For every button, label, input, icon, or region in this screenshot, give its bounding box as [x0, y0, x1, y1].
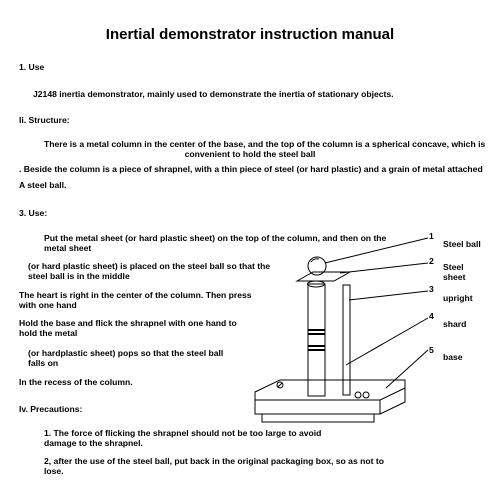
section3-para4-line1: Hold the base and flick the shrapnel with one hand to [19, 318, 237, 328]
section3-para3-line1: The heart is right in the center of the column. Then press [19, 290, 252, 300]
section3-heading: 3. Use: [19, 208, 48, 218]
page-title: Inertial demonstrator instruction manual [105, 26, 395, 43]
base-foot [262, 414, 374, 422]
diagram-label-5-text: base [443, 352, 463, 362]
diagram-label-5-num: 5 [429, 345, 434, 355]
column [308, 284, 325, 396]
diagram-label-3-text: upright [443, 293, 473, 303]
diagram-label-4-text: shard [443, 319, 467, 329]
section4-item1-line1: 1. The force of flicking the shrapnel should not be too large to avoid [44, 428, 322, 438]
section4-item1-line2: damage to the shrapnel. [44, 438, 143, 448]
base-front [255, 400, 380, 414]
base-side [380, 388, 405, 414]
diagram-label-3-num: 3 [429, 284, 434, 294]
section4-item2-line2: lose. [44, 466, 64, 476]
diagram-label-2-text: Steel sheet [443, 262, 466, 282]
section2-line2: convenient to hold the steel ball [184, 149, 316, 159]
section1-heading: 1. Use [19, 62, 45, 72]
section3-para2-line1: (or hard plastic sheet) is placed on the steel ball so that the [28, 261, 271, 271]
section2-heading: Ii. Structure: [19, 115, 70, 125]
section3-para2-line2: steel ball is in the middle [28, 271, 130, 281]
upright [343, 285, 350, 395]
section2-line1: There is a metal column in the center of the base, and the top of the column is a spherical concave, which is [44, 139, 486, 149]
section3-para1-line2: metal sheet [44, 243, 92, 253]
section4-item2-line1: 2, after the use of the steel ball, put back in the original packaging box, so as not to [44, 456, 384, 466]
section1-text: J2148 inertia demonstrator, mainly used to demonstrate the inertia of stationary objects. [33, 89, 394, 99]
diagram-label-1-num: 1 [429, 231, 434, 241]
diagram-label-4-num: 4 [429, 311, 434, 321]
steel-sheet [297, 272, 350, 281]
section3-para3-line2: with one hand [19, 300, 77, 310]
section2-line3: . Beside the column is a piece of shrapnel, with a thin piece of steel (or hard plastic) and a grain of metal attached [19, 164, 483, 174]
section3-para6: In the recess of the column. [19, 377, 133, 387]
section3-para1-line1: Put the metal sheet (or hard plastic sheet) on the top of the column, and then on the [44, 233, 387, 243]
section3-para5-line1: (or hardplastic sheet) pops so that the steel ball [28, 348, 224, 358]
diagram-label-1-text: Steel ball [443, 239, 481, 249]
section3-para4-line2: hold the metal [19, 328, 78, 338]
section2-line4: A steel ball. [19, 180, 67, 190]
section3-para5-line2: falls on [28, 358, 59, 368]
section4-heading: Iv. Precautions: [19, 404, 83, 414]
diagram-label-2-num: 2 [429, 256, 434, 266]
